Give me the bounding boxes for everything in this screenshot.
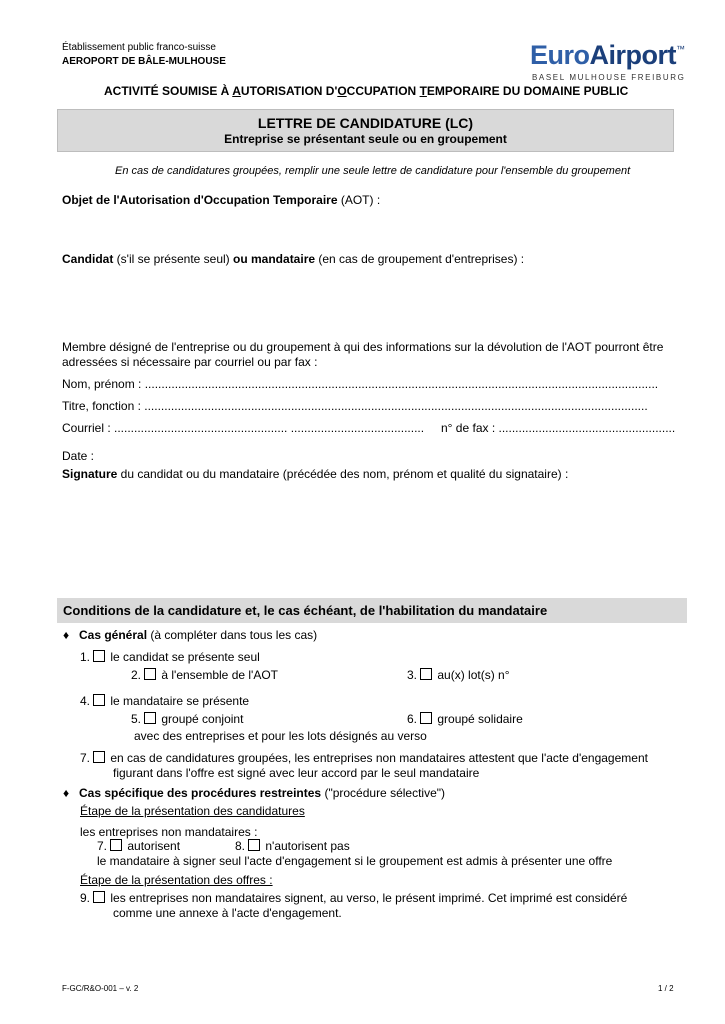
option-7b [97, 839, 180, 853]
letter-title-box [57, 109, 674, 152]
candidat-text2: (en cas de groupement d'entreprises) : [315, 252, 525, 266]
option-8-label: n'autorisent pas [265, 839, 350, 853]
option-7-number: 7. [80, 751, 91, 765]
euroairport-logo [530, 34, 685, 82]
option-3-label: au(x) lot(s) n° [437, 668, 510, 682]
option-2-checkbox[interactable] [144, 668, 156, 680]
cas-restreint-label [79, 786, 445, 800]
option-7 [80, 751, 648, 765]
cas-restreint-rest: ("procédure sélective") [321, 786, 446, 800]
candidat-text1: (s'il se présente seul) [113, 252, 234, 266]
signature-rest: du candidat ou du mandataire (précédée des nom, prénom et qualité du signataire) : [117, 467, 569, 481]
form-reference: F-GC/R&O-001 – v. 2 [62, 984, 139, 993]
conditions-heading: Conditions de la candidature et, le cas échéant, de l'habilitation du mandataire [63, 603, 548, 618]
titre-fonction-field[interactable]: Titre, fonction : ....................................................................................................................................................... [62, 399, 648, 413]
main-title [104, 84, 628, 98]
option-2-label: à l'ensemble de l'AOT [161, 668, 278, 682]
mandataire-bold: ou mandataire [233, 252, 316, 266]
nom-prenom-field[interactable]: Nom, prénom : .......................................................................................................................................................... [62, 377, 659, 391]
option-1-checkbox[interactable] [93, 650, 105, 662]
organization-type: Établissement public franco-suisse [62, 42, 216, 53]
option-9-checkbox[interactable] [93, 891, 105, 903]
option-7-line1: en cas de candidatures groupées, les entreprises non mandataires attestent que l'acte d'engagement [110, 751, 648, 765]
main-title-letter-t: T [419, 84, 427, 98]
option-6 [407, 712, 523, 726]
option-6-number: 6. [407, 712, 418, 726]
option-1-label: le candidat se présente seul [110, 650, 260, 664]
option-9 [80, 891, 627, 905]
option-7b-checkbox[interactable] [110, 839, 122, 851]
mandataire-signature-text: le mandataire à signer seul l'acte d'engagement si le groupement est admis à présenter une offre [97, 854, 613, 868]
option-8-checkbox[interactable] [248, 839, 260, 851]
logo-tm: ™ [676, 44, 686, 54]
objet-bold: Objet de l'Autorisation d'Occupation Temporaire [62, 193, 338, 207]
option-2 [131, 668, 278, 682]
courriel-field[interactable]: Courriel : .................................................... ........................................ [62, 421, 425, 435]
etape-offres-heading: Étape de la présentation des offres : [80, 873, 273, 887]
option-6-label: groupé solidaire [437, 712, 523, 726]
membre-line2: adressées si nécessaire par courriel ou par fax : [62, 355, 318, 369]
option-9-line2: comme une annexe à l'acte d'engagement. [113, 906, 342, 920]
option-8-number: 8. [235, 839, 246, 853]
etape-candidatures-heading: Étape de la présentation des candidatures [80, 804, 305, 818]
logo-cities: BASEL MULHOUSE FREIBURG [532, 73, 686, 82]
option-9-number: 9. [80, 891, 91, 905]
main-title-letter-o: O [337, 84, 347, 98]
bullet-cas-general: ♦ [63, 628, 70, 642]
logo-airport-text: Airport [589, 40, 677, 70]
option-1 [80, 650, 260, 664]
option-3-number: 3. [407, 668, 418, 682]
main-title-part3: CCUPATION [346, 84, 420, 98]
option-3-checkbox[interactable] [420, 668, 432, 680]
bullet-cas-restreint: ♦ [63, 786, 70, 800]
letter-subtitle: Entreprise se présentant seule ou en groupement [224, 132, 507, 146]
non-mandataires-label: les entreprises non mandataires : [80, 825, 258, 839]
option-2-number: 2. [131, 668, 142, 682]
cas-restreint-bold: Cas spécifique des procédures restreintes [79, 786, 322, 800]
main-title-part4: EMPORAIRE DU DOMAINE PUBLIC [426, 84, 629, 98]
option-7-line2: figurant dans l'offre est signé avec leur accord par le seul mandataire [113, 766, 480, 780]
date-label: Date : [62, 449, 95, 463]
option-4-checkbox[interactable] [93, 694, 105, 706]
page-number: 1 / 2 [658, 984, 674, 993]
organization-name: AEROPORT DE BÂLE-MULHOUSE [62, 56, 226, 67]
grouped-note: En cas de candidatures groupées, remplir une seule lettre de candidature pour l'ensemble du groupement [115, 165, 631, 177]
option-4-number: 4. [80, 694, 91, 708]
fax-field[interactable]: n° de fax : ..................................................... [441, 421, 676, 435]
main-title-part1: ACTIVITÉ SOUMISE À [104, 84, 233, 98]
option-5-checkbox[interactable] [144, 712, 156, 724]
option-5-label: groupé conjoint [161, 712, 244, 726]
option-7-checkbox[interactable] [93, 751, 105, 763]
membre-line1: Membre désigné de l'entreprise ou du groupement à qui des informations sur la dévolution de l'AOT pourront être [62, 340, 664, 354]
option-1-number: 1. [80, 650, 91, 664]
option-3 [407, 668, 510, 682]
candidat-bold: Candidat [62, 252, 114, 266]
option-4 [80, 694, 249, 708]
cas-general-bold: Cas général [79, 628, 148, 642]
option-56-note: avec des entreprises et pour les lots désignés au verso [134, 729, 427, 743]
cas-general-label [79, 628, 317, 642]
option-8 [235, 839, 350, 853]
signature-label [62, 467, 568, 481]
option-9-line1: les entreprises non mandataires signent, au verso, le présent imprimé. Cet imprimé est considéré [110, 891, 628, 905]
option-7b-label: autorisent [127, 839, 181, 853]
option-7b-number: 7. [97, 839, 108, 853]
letter-title: LETTRE DE CANDIDATURE (LC) [257, 115, 474, 131]
objet-rest: (AOT) : [337, 193, 381, 207]
option-5-number: 5. [131, 712, 142, 726]
option-6-checkbox[interactable] [420, 712, 432, 724]
option-5 [131, 712, 243, 726]
main-title-letter-a: A [232, 84, 241, 98]
logo-euro-text: Euro [530, 40, 590, 70]
candidat-label [62, 252, 524, 266]
option-4-label: le mandataire se présente [110, 694, 250, 708]
cas-general-rest: (à compléter dans tous les cas) [147, 628, 318, 642]
conditions-heading-box [57, 598, 687, 623]
signature-bold: Signature [62, 467, 118, 481]
objet-aot-label [62, 193, 380, 207]
main-title-part2: UTORISATION D' [240, 84, 338, 98]
